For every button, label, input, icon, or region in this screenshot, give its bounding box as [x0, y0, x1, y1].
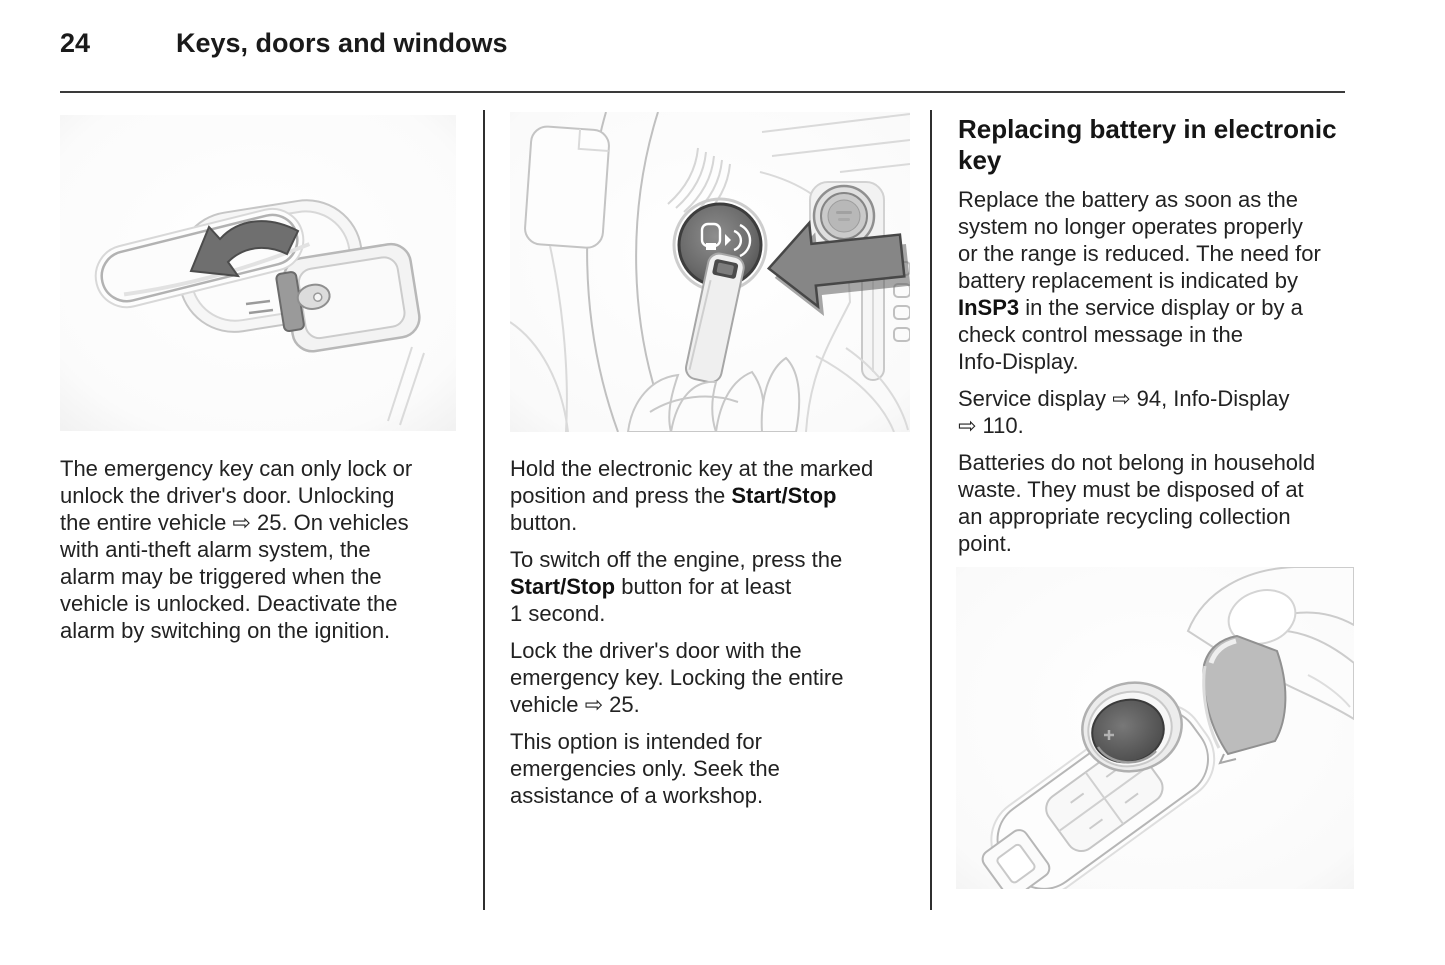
- door-handle-illustration: [60, 115, 462, 431]
- body-paragraph: Replace the battery as soon as the system no longer operates properly or the range is reduced. The need for battery replacement is indicated by InSP3 in the service display or by a check control message in the Info-Display.: [958, 187, 1321, 374]
- column-right: [958, 110, 1356, 889]
- body-paragraph: Batteries do not belong in household waste. They must be disposed of at an appropriate recycling collection point.: [958, 450, 1316, 556]
- column-left: [60, 110, 462, 654]
- page-number: 24: [60, 28, 91, 58]
- body-paragraph: This option is intended for emergencies only. Seek the assistance of a workshop.: [510, 729, 780, 808]
- column-divider: [930, 110, 932, 910]
- header-rule: [60, 91, 1345, 93]
- body-paragraph: The emergency key can only lock or unlock the driver's door. Unlocking the entire vehicle ⇨ 25. On vehicles with anti-theft alarm system, the alarm may be triggered when the vehicle is unlocked. Deactivate the alarm by switching on the ignition.: [60, 456, 413, 643]
- body-paragraph: Hold the electronic key at the marked position and press the Start/Stop button.: [510, 456, 874, 535]
- ignition-marked-position-illustration: [510, 112, 912, 432]
- body-paragraph: Service display ⇨ 94, Info-Display ⇨ 110.: [958, 386, 1290, 438]
- section-heading: Replacing battery in electronic key: [958, 114, 1337, 175]
- chapter-title: Keys, doors and windows: [176, 28, 508, 58]
- body-paragraph: To switch off the engine, press the Start/Stop button for at least 1 second.: [510, 547, 843, 626]
- body-paragraph: Lock the driver's door with the emergency key. Locking the entire vehicle ⇨ 25.: [510, 638, 844, 717]
- key-battery-illustration: [956, 567, 1356, 889]
- column-middle: [510, 110, 912, 819]
- column-divider: [483, 110, 485, 910]
